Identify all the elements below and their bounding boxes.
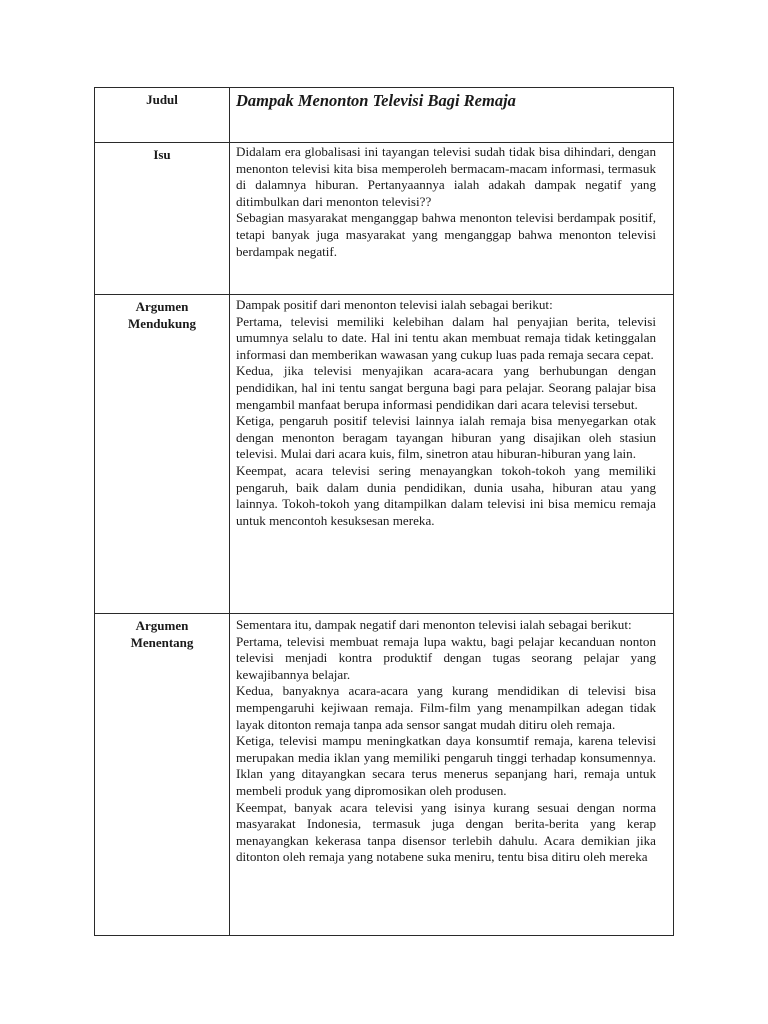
pro-content-cell: [230, 295, 674, 614]
title-label-cell: [95, 88, 230, 143]
issue-content-cell: [230, 143, 674, 295]
pro-paragraph: Ketiga, pengaruh positif televisi lainnya ialah remaja bisa menyegarkan otak dengan menonton beragam tayangan hiburan yang disajikan oleh stasiun televisi. Mulai dari acara kuis, film, sinetron atau hiburan-hiburan yang lain.: [236, 413, 656, 462]
document-title: Dampak Menonton Televisi Bagi Remaja: [236, 91, 516, 110]
issue-paragraph: Sebagian masyarakat menganggap bahwa menonton televisi berdampak positif, tetapi banyak juga masyarakat yang menganggap bahwa menonton televisi berdampak negatif.: [236, 210, 656, 259]
con-paragraph: Keempat, banyak acara televisi yang isinya kurang sesuai dengan norma masyarakat Indonesia, termasuk juga dengan berita-berita yang kerap menayangkan kekerasa tanpa disensor terlebih dahulu. Acara demikian jika ditonton oleh remaja yang notabene suka meniru, tentu bisa ditiru oleh mereka: [236, 799, 656, 865]
title-content-cell: [230, 88, 674, 143]
con-paragraph: Sementara itu, dampak negatif dari menonton televisi ialah sebagai berikut:: [236, 617, 632, 632]
con-paragraph: Kedua, banyaknya acara-acara yang kurang mendidikan di televisi bisa mempengaruhi kejiwaan remaja. Film-film yang menampilkan adegan tidak layak ditonton remaja tanpa ada sensor sangat mudah ditiru oleh remaja.: [236, 683, 656, 732]
con-label-cell: [95, 614, 230, 936]
table-row-issue: [95, 143, 674, 295]
con-paragraph: Ketiga, televisi mampu meningkatkan daya konsumtif remaja, karena televisi merupakan media iklan yang memiliki pengaruh tinggi terhadap konsumennya. Iklan yang ditayangkan secara terus menerus sepanjang hari, remaja untuk membeli produk yang dipromosikan oleh produsen.: [236, 733, 656, 798]
pro-paragraph: Keempat, acara televisi sering menayangkan tokoh-tokoh yang memiliki pengaruh, baik dalam dunia pendidikan, dunia usaha, hiburan atau yang lainnya. Tokoh-tokoh yang ditampilkan dalam televisi ini bisa memicu remaja untuk mencontoh kesuksesan mereka.: [236, 462, 656, 528]
pro-paragraph: Kedua, jika televisi menyajikan acara-acara yang berhubungan dengan pendidikan, hal ini tentu sangat berguna bagi para pelajar. Seorang palajar bisa mengambil manfaat berupa informasi pendidikan dari acara televisi tersebut.: [236, 363, 656, 412]
pro-label-line2: Mendukung: [128, 316, 196, 331]
argument-table: [94, 87, 674, 936]
con-label-line1: Argumen: [135, 618, 189, 633]
pro-paragraph: Pertama, televisi memiliki kelebihan dalam hal penyajian berita, televisi umumnya selalu to date. Hal ini tentu akan membuat remaja tidak ketinggalan informasi dan memberikan wawasan yang cukup luas pada remaja secara cepat.: [236, 313, 656, 362]
con-label-line2: Menentang: [130, 635, 194, 650]
pro-paragraph: Dampak positif dari menonton televisi ialah sebagai berikut:: [236, 297, 553, 312]
con-content-cell: [230, 614, 674, 936]
issue-label-cell: [95, 143, 230, 295]
con-paragraph: Pertama, televisi membuat remaja lupa waktu, bagi pelajar kecanduan nonton televisi menjadi kontra produktif dengan tugas seorang pelajar yang kewajibannya belajar.: [236, 633, 656, 682]
title-label: Judul: [146, 92, 178, 107]
issue-paragraph: Didalam era globalisasi ini tayangan televisi sudah tidak bisa dihindari, dengan menonton televisi kita bisa memperoleh bermacam-macam informasi, termasuk di dalamnya hiburan. Pertanyaannya ialah adakah dampak negatif yang ditimbulkan dari menonton televisi??: [236, 144, 656, 209]
pro-label-cell: [95, 295, 230, 614]
table-row-con-argument: [95, 614, 674, 936]
table-row-title: [95, 88, 674, 143]
table-row-pro-argument: [95, 295, 674, 614]
pro-label-line1: Argumen: [135, 299, 189, 314]
issue-label: Isu: [153, 147, 171, 162]
